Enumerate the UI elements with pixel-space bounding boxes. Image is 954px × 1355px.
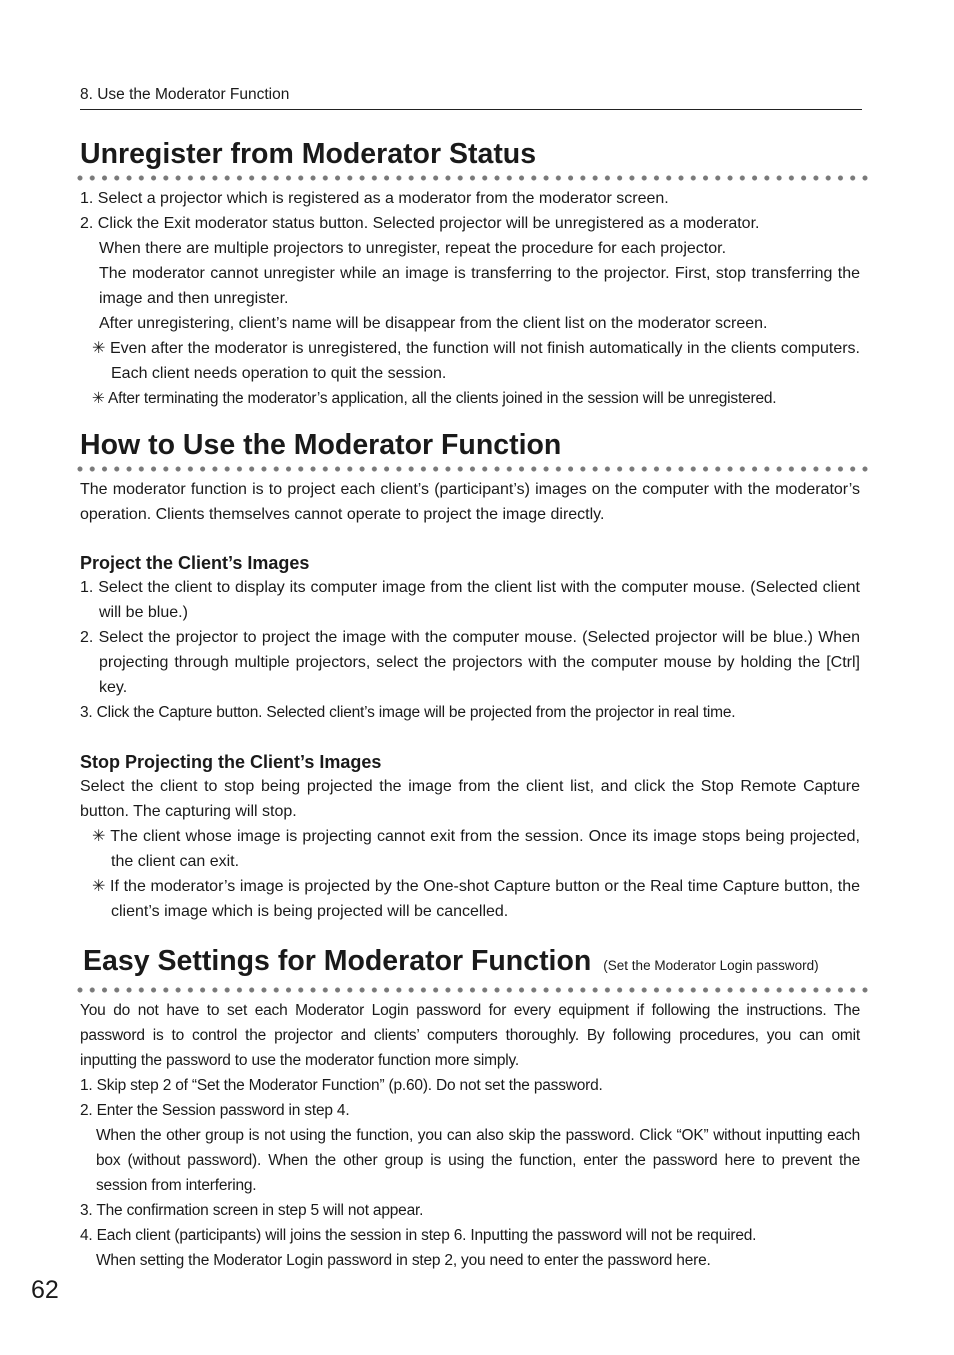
section-unregister xyxy=(80,136,860,411)
unregister-step-1: 1. Select a projector which is registered as a moderator from the moderator screen. xyxy=(80,190,669,207)
unregister-note-2: ✳ After terminating the moderator’s application, all the clients joined in the session will be unregistered. xyxy=(92,390,777,407)
easy-step-2: 2. Enter the Session password in step 4. xyxy=(80,1102,350,1119)
section-title-easy-settings-text: Easy Settings for Moderator Function xyxy=(83,945,592,977)
easy-settings-intro: You do not have to set each Moderator Login password for every equipment if following the instructions. The password is to control the projector and clients’ computers thoroughly. By following procedures, you can omit inputting the password to use the moderator function more simply. xyxy=(80,1002,860,1069)
project-step-2: 2. Select the projector to project the image with the computer mouse. (Selected projector will be blue.) When projecting through multiple projectors, select the projectors with the computer mouse by holding the [Ctrl] key. xyxy=(80,629,860,696)
unregister-step-2-detail-c: After unregistering, client’s name will be disappear from the client list on the moderator screen. xyxy=(99,315,768,332)
section-title-how-to-use: How to Use the Moderator Function xyxy=(80,429,562,461)
unregister-step-2-detail-a: When there are multiple projectors to unregister, repeat the procedure for each projector. xyxy=(99,240,727,257)
easy-step-1: 1. Skip step 2 of “Set the Moderator Function” (p.60). Do not set the password. xyxy=(80,1077,603,1094)
section-title-unregister: Unregister from Moderator Status xyxy=(80,138,537,170)
stop-note-1: ✳ The client whose image is projecting cannot exit from the session. Once its image stops being projected, the client can exit. xyxy=(92,828,860,870)
page-number: 62 xyxy=(31,1276,59,1304)
stop-note-2: ✳ If the moderator’s image is projected by the One-shot Capture button or the Real time Capture button, the client’s image which is being projected will be cancelled. xyxy=(92,878,860,920)
section-easy-settings xyxy=(80,943,860,1273)
stop-text: Select the client to stop being projected the image from the client list, and click the Stop Remote Capture button. The capturing will stop. xyxy=(80,778,860,820)
subsection-title-project: Project the Client’s Images xyxy=(80,553,310,573)
unregister-step-2-detail-b: The moderator cannot unregister while an image is transferring to the projector. First, stop transferring the image and then unregister. xyxy=(99,265,860,307)
unregister-note-1: ✳ Even after the moderator is unregistered, the function will not finish automatically in the clients computers. Each client needs operation to quit the session. xyxy=(92,340,860,382)
section-how-to-use xyxy=(80,427,860,924)
project-step-3: 3. Click the Capture button. Selected client’s image will be projected from the projector in real time. xyxy=(80,704,736,721)
subsection-title-stop: Stop Projecting the Client’s Images xyxy=(80,752,382,772)
easy-step-3: 3. The confirmation screen in step 5 will not appear. xyxy=(80,1202,424,1219)
dotted-rule xyxy=(76,174,868,182)
running-header-title: 8. Use the Moderator Function xyxy=(80,86,290,103)
how-to-use-intro: The moderator function is to project each client’s (participant’s) images on the computer with the moderator’s operation. Clients themselves cannot operate to project the image directly. xyxy=(80,481,860,523)
easy-step-2-detail: When the other group is not using the function, you can also skip the password. Click “OK” without inputting each box (without password). When the other group is using the function, enter the password here to prevent the session from interfering. xyxy=(96,1127,860,1194)
dotted-rule xyxy=(76,465,868,473)
unregister-step-2: 2. Click the Exit moderator status button. Selected projector will be unregistered as a moderator. xyxy=(80,215,760,232)
running-header xyxy=(80,84,862,110)
section-title-easy-settings-note: (Set the Moderator Login password) xyxy=(603,958,819,973)
section-title-easy-settings xyxy=(80,943,860,984)
easy-step-4-detail: When setting the Moderator Login password in step 2, you need to enter the password here. xyxy=(96,1252,711,1269)
project-step-1: 1. Select the client to display its computer image from the client list with the computer mouse. (Selected client will be blue.) xyxy=(80,579,860,621)
dotted-rule xyxy=(76,986,868,994)
easy-step-4: 4. Each client (participants) will joins the session in step 6. Inputting the password will not be required. xyxy=(80,1227,757,1244)
